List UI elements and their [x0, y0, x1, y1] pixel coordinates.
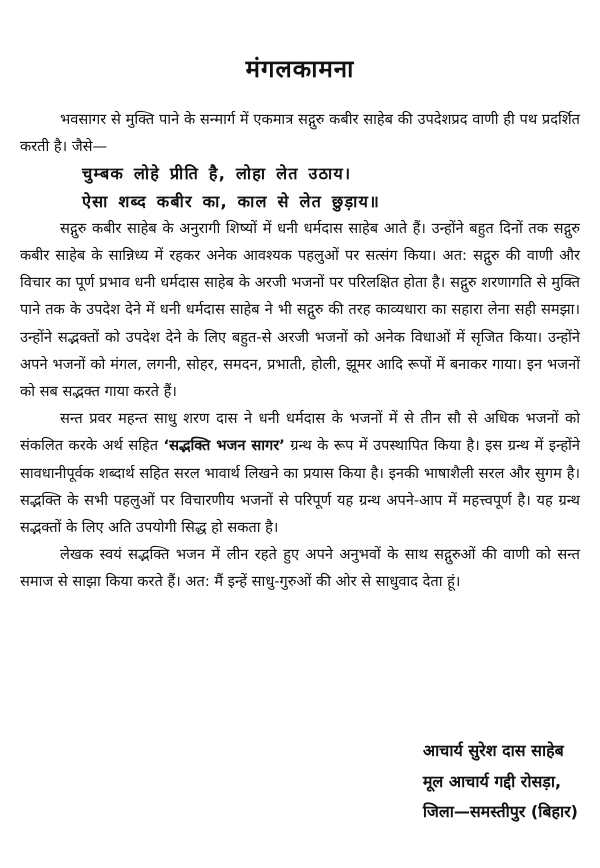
book-title: ‘सद्भक्ति भजन सागर’ — [163, 437, 285, 455]
signature-name: आचार्य सुरेश दास साहेब — [422, 741, 564, 760]
paragraph-granth-text-start: सन्त प्रवर महन्त साधु शरण दास ने धनी धर्मदास के भजनों में से तीन सौ से अधिक भजनों को संकलित करके अर्थ सहित — [20, 410, 580, 455]
couplet — [82, 160, 580, 214]
paragraph-dharmdas: सद्गुरु कबीर साहेब के अनुरागी शिष्यों में धनी धर्मदास साहेब आते हैं। उन्होंने बहुत दिनों तक सद्गुरु कबीर साहेब के सान्निध्य में रहकर अनेक आवश्यक पहलुओं पर सत्संग किया। अत: सद्गुरु की वाणी और विचार का पूर्ण प्रभाव धनी धर्मदास साहेब के अरजी भजनों पर परिलक्षित होता है। सद्गुरु शरणागति से मुक्ति पाने तक के उपदेश देने में धनी धर्मदास साहेब ने भी सद्गुरु की तरह काव्यधारा का सहारा लेना सही समझा। उन्होंने सद्भक्तों को उपदेश देने के लिए बहुत-से अरजी भजनों को अनेक विधाओं में सृजित किया। उन्होंने अपने भजनों को मंगल, लगनी, सोहर, समदन, प्रभाती, होली, झूमर आदि रूपों में बनाकर गाया। इन भजनों को सब सद्भक्त गाया करते हैं। — [20, 219, 580, 401]
signature-place: जिला—समस्तीपुर (बिहार) — [422, 802, 578, 821]
paragraph-granth — [20, 405, 580, 541]
page-title: मंगलकामना — [245, 55, 355, 83]
signature-position: मूल आचार्य गद्दी रोसड़ा, — [422, 771, 562, 791]
couplet-line-2: ऐसा शब्द कबीर का, काल से लेत छुड़ाय॥ — [82, 191, 381, 211]
paragraph-author: लेखक स्वयं सद्भक्ति भजन में लीन रहते हुए अपने अनुभवों के साथ सद्गुरुओं की वाणी को सन्त समाज से साझा किया करते हैं। अत: मैं इन्हें साधु-गुरुओं की ओर से साधुवाद देता हूं। — [20, 546, 580, 591]
couplet-line-1: चुम्बक लोहे प्रीति है, लोहा लेत उठाय। — [82, 164, 352, 184]
paragraph-granth-text-end: ग्रन्थ के रूप में उपस्थापित किया है। इस ग्रन्थ में इन्होंने सावधानीपूर्वक शब्दार्थ सहित सरल भावार्थ लिखने का प्रयास किया है। इनकी भाषाशैली सरल और सुगम है। सद्भक्ति के सभी पहलुओं पर विचारणीय भजनों से परिपूर्ण यह ग्रन्थ अपने-आप में महत्त्वपूर्ण है। यह ग्रन्थ सद्भक्तों के लिए अति उपयोगी सिद्ध हो सकता है। — [20, 437, 580, 537]
paragraph-intro: भवसागर से मुक्ति पाने के सन्मार्ग में एकमात्र सद्गुरु कबीर साहेब की उपदेशप्रद वाणी ही पथ प्रदर्शित करती है। जैसे— — [20, 111, 580, 156]
signature-block — [423, 736, 578, 828]
